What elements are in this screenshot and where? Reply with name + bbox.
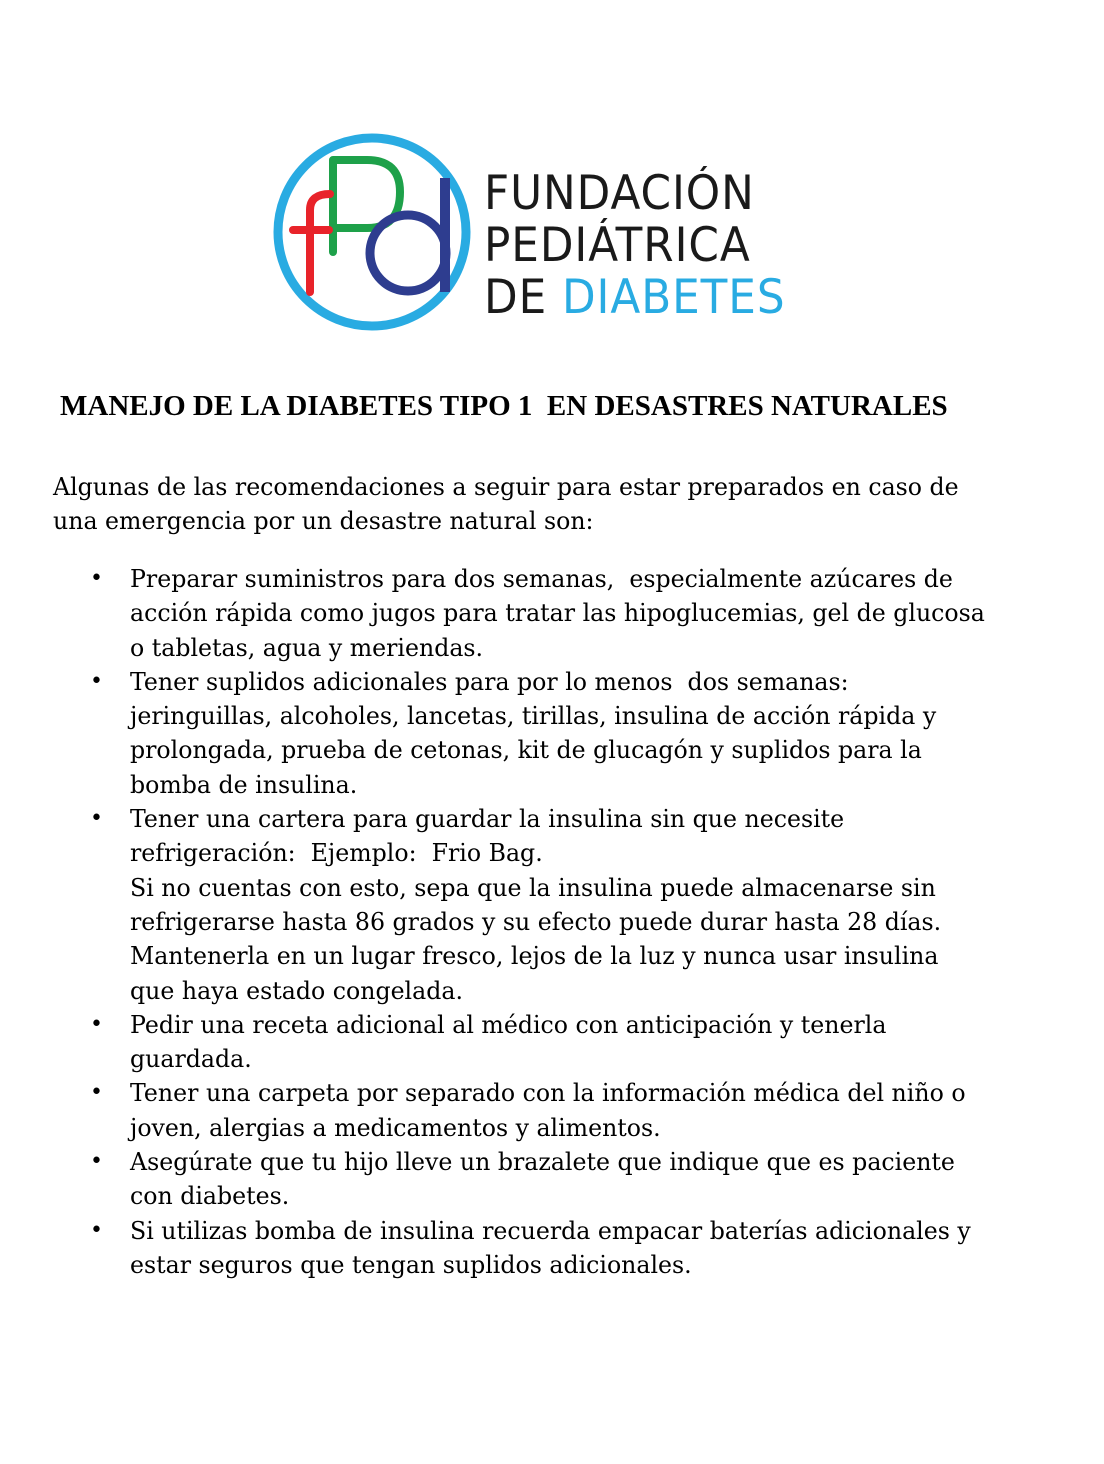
- list-item-line: bomba de insulina.: [130, 770, 358, 799]
- logo-word-diabetes: DIABETES: [561, 270, 786, 325]
- list-item: [90, 1076, 1050, 1145]
- list-item: [90, 802, 1050, 1008]
- list-item: [90, 1145, 1050, 1214]
- bullet-icon: •: [90, 566, 103, 591]
- logo-line-pediatrica: PEDIÁTRICA: [484, 218, 751, 273]
- list-item-line: Asegúrate que tu hijo lleve un brazalete que indique que es paciente: [130, 1148, 955, 1177]
- bullet-icon: •: [90, 1011, 103, 1037]
- foundation-logo: [272, 132, 812, 337]
- list-item-line: Tener una cartera para guardar la insulina sin que necesite: [130, 805, 845, 834]
- bullet-icon: •: [90, 1080, 103, 1106]
- list-item-line: guardada.: [130, 1045, 252, 1074]
- list-item-line: con diabetes.: [130, 1182, 290, 1211]
- list-item-line: Preparar suministros para dos semanas, especialmente azúcares de: [130, 565, 953, 593]
- intro-paragraph: [53, 470, 1053, 538]
- bullet-icon: •: [90, 1217, 103, 1243]
- bullet-icon: •: [90, 806, 103, 832]
- bullet-icon: •: [90, 668, 103, 694]
- list-item-line: acción rápida como jugos para tratar las hipoglucemias, gel de glucosa: [130, 599, 985, 628]
- list-item-line: joven, alergias a medicamentos y alimentos.: [130, 1113, 661, 1142]
- intro-line: una emergencia por un desastre natural son:: [53, 507, 594, 535]
- list-item: [90, 562, 1050, 665]
- document-title: MANEJO DE LA DIABETES TIPO 1 EN DESASTRES NATURALES: [60, 390, 948, 422]
- list-item-line: refrigeración: Ejemplo: Frio Bag.: [130, 839, 543, 868]
- list-item-line: Tener una carpeta por separado con la información médica del niño o: [130, 1079, 966, 1108]
- recommendations-list: [90, 562, 1050, 1282]
- list-item-line: Si no cuentas con esto, sepa que la insulina puede almacenarse sin: [130, 873, 936, 902]
- list-item-line: o tabletas, agua y meriendas.: [130, 633, 484, 662]
- list-item-line: prolongada, prueba de cetonas, kit de glucagón y suplidos para la: [130, 736, 922, 765]
- list-item: [90, 1008, 1050, 1077]
- list-item-line: Mantenerla en un lugar fresco, lejos de la luz y nunca usar insulina: [130, 942, 939, 971]
- list-item-line: jeringuillas, alcoholes, lancetas, tirillas, insulina de acción rápida y: [130, 702, 937, 731]
- list-item-line: Pedir una receta adicional al médico con anticipación y tenerla: [130, 1010, 887, 1039]
- logo-word-de: DE: [484, 270, 548, 325]
- bullet-icon: •: [90, 1149, 103, 1175]
- fpd-monogram-icon: [272, 132, 472, 332]
- list-item-line: que haya estado congelada.: [130, 976, 463, 1005]
- logo-wordmark: [484, 168, 808, 324]
- intro-line: Algunas de las recomendaciones a seguir para estar preparados en caso de: [53, 473, 959, 501]
- logo-line-fundacion: FUNDACIÓN: [484, 166, 755, 221]
- list-item-line: estar seguros que tengan suplidos adicionales.: [130, 1250, 692, 1279]
- list-item-line: refrigerarse hasta 86 grados y su efecto puede durar hasta 28 días.: [130, 907, 942, 936]
- list-item-line: Tener suplidos adicionales para por lo menos dos semanas:: [130, 667, 849, 696]
- list-item: [90, 665, 1050, 802]
- list-item: [90, 1214, 1050, 1283]
- logo-line-de-diabetes: [484, 272, 786, 324]
- list-item-line: Si utilizas bomba de insulina recuerda empacar baterías adicionales y: [130, 1216, 971, 1245]
